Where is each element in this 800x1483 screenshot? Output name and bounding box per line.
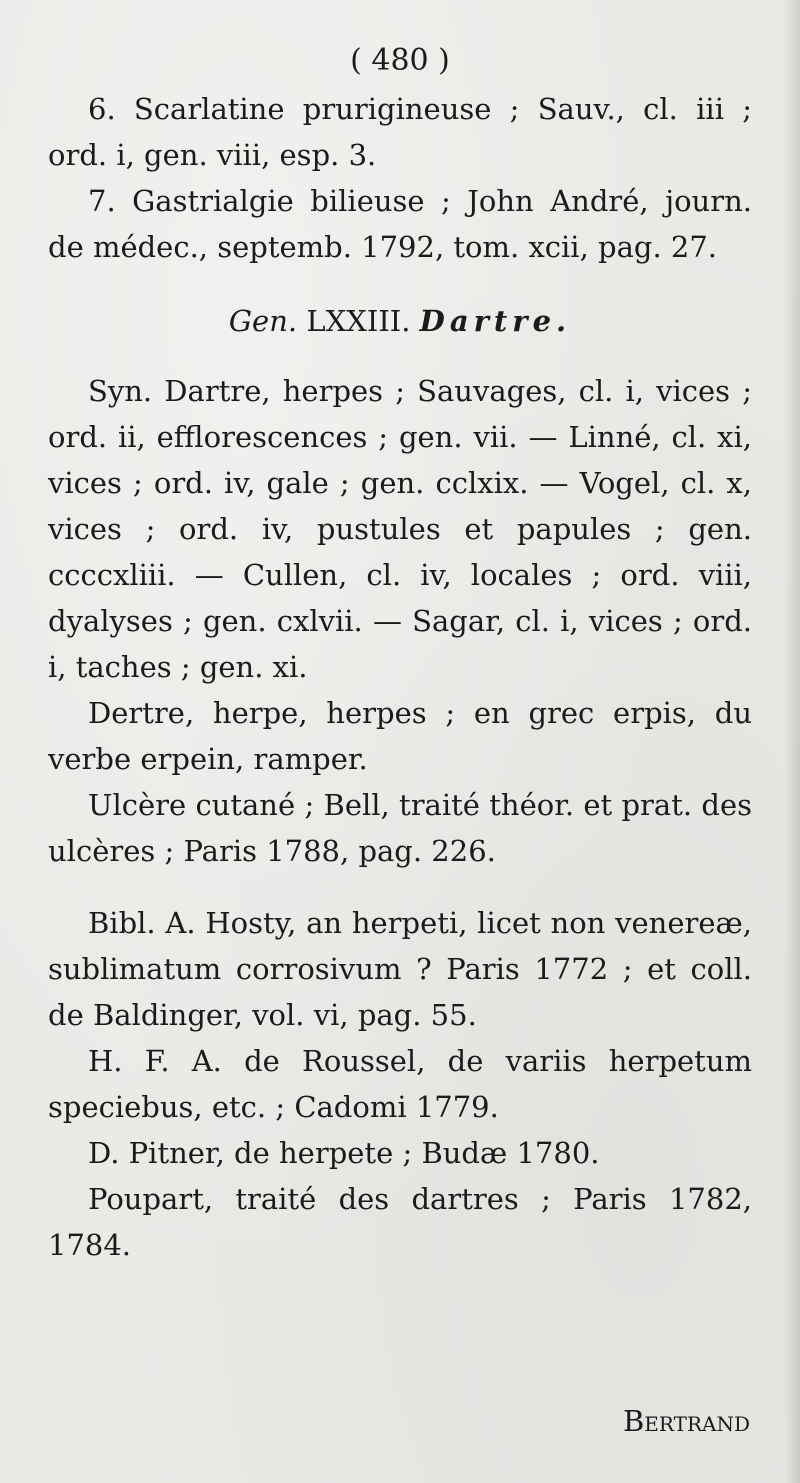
genus-number: LXXIII. [306, 304, 411, 338]
bibliography-pitner: D. Pitner, de herpete ; Budæ 1780. [88, 1136, 600, 1170]
entry-7: 7. Gastrialgie bilieuse ; John André, journ. de médec., septemb. 1792, tom. xcii, pag. 27. [48, 184, 752, 264]
bibliography-poupart: Poupart, traité des dartres ; Paris 1782, 1784. [48, 1182, 752, 1262]
page-number: ( 480 ) [350, 43, 450, 78]
bibliography-hosty: Bibl. A. Hosty, an herpeti, licet non venereæ, sublimatum corrosivum ? Paris 1772 ; et coll. de Baldinger, vol. vi, pag. 55. [48, 906, 752, 1032]
etymology-paragraph: Dertre, herpe, herpes ; en grec erpis, du verbe erpein, ramper. [48, 696, 752, 776]
entry-6: 6. Scarlatine prurigineuse ; Sauv., cl. iii ; ord. i, gen. viii, esp. 3. [48, 92, 752, 172]
ulcere-paragraph: Ulcère cutané ; Bell, traité théor. et prat. des ulcères ; Paris 1788, pag. 226. [48, 788, 752, 868]
genus-heading [48, 298, 752, 344]
genus-name: Dartre. [419, 304, 572, 338]
catchword: Bertrand [623, 1404, 750, 1438]
section-gap [48, 874, 752, 900]
bibliography-roussel: H. F. A. de Roussel, de variis herpetum speciebus, etc. ; Cadomi 1779. [48, 1044, 752, 1124]
synonyms-paragraph: Syn. Dartre, herpes ; Sauvages, cl. i, vices ; ord. ii, efflorescences ; gen. vii. — Linné, cl. xi, vices ; ord. iv, gale ; gen. cclxix. — Vogel, cl. x, vices ; ord. iv, pustules et papules ; gen. ccccxliii. — Cullen, cl. iv, locales ; ord. viii, dyalyses ; gen. cxlvii. — Sagar, cl. i, vices ; ord. i, taches ; gen. xi. [48, 374, 752, 684]
genus-label: Gen. [228, 304, 298, 338]
